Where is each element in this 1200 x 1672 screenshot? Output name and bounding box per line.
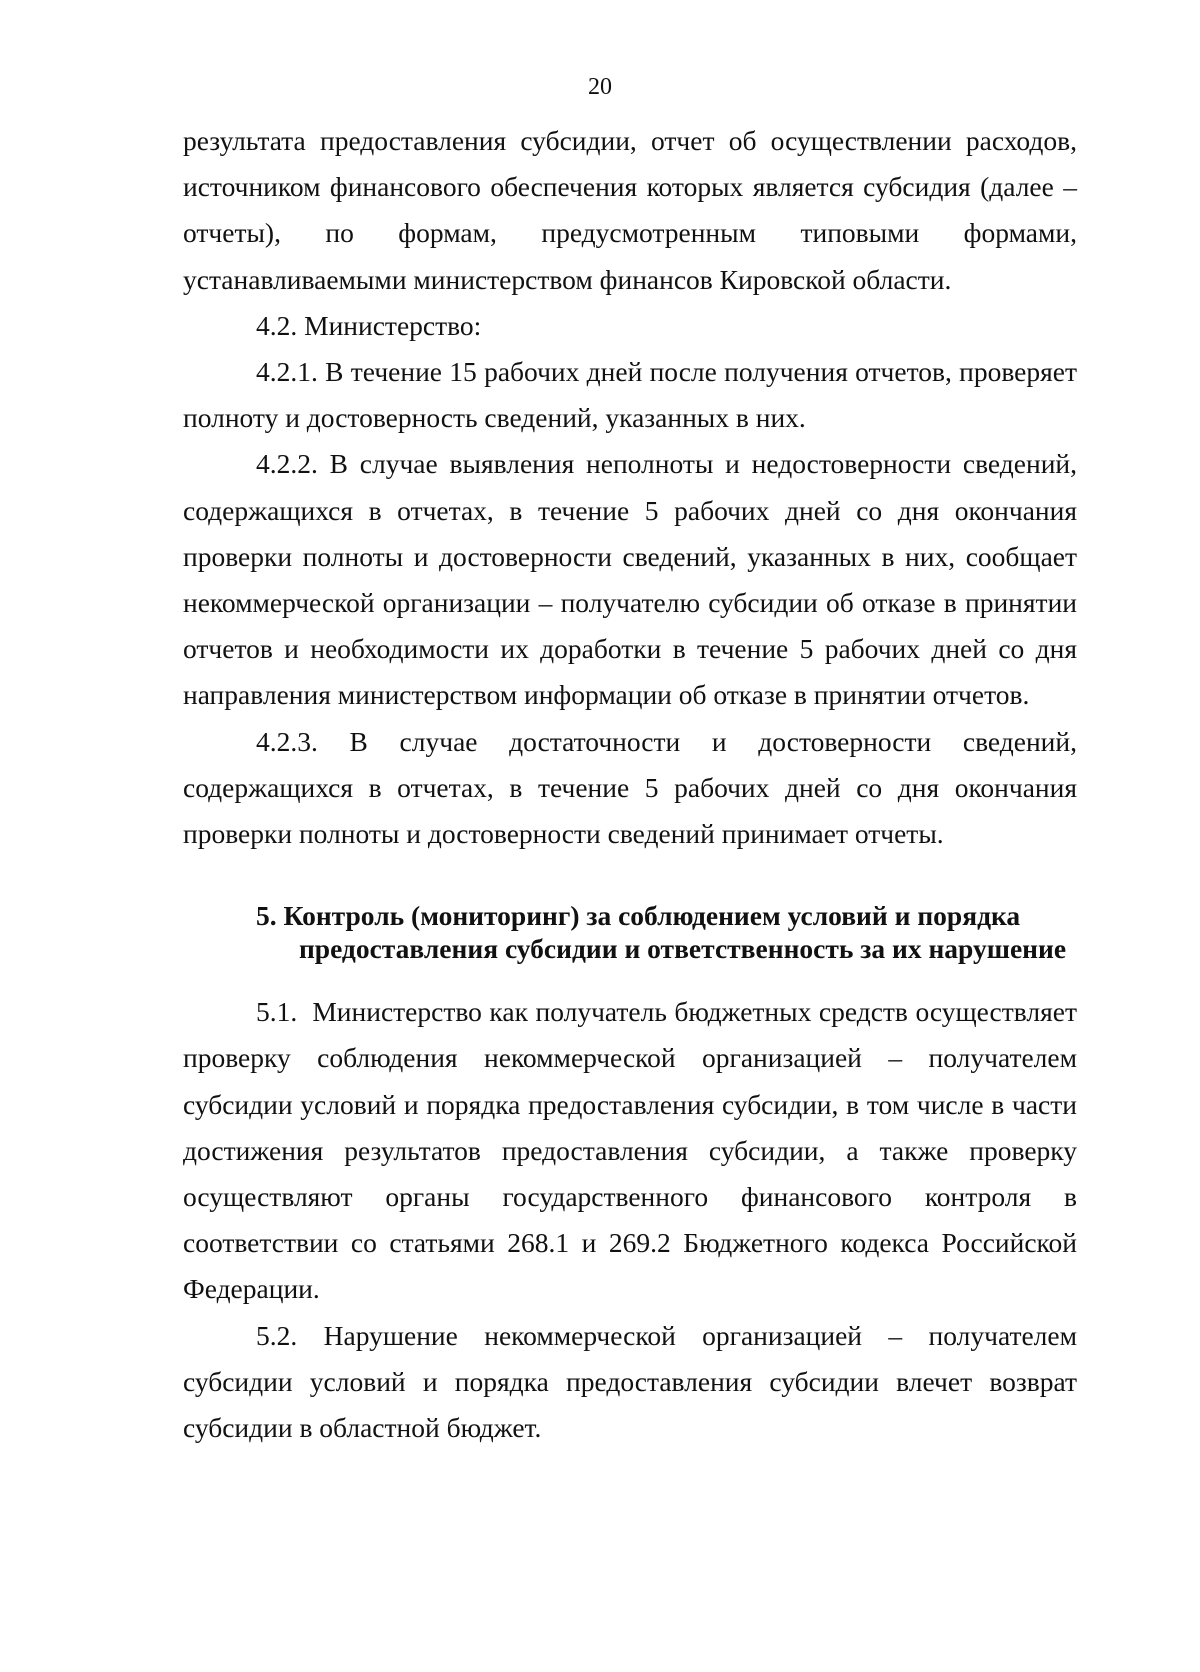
page-number: 20 [588, 74, 612, 100]
section-5-heading-line2: предоставления субсидии и ответственность за их нарушение [298, 933, 1067, 965]
paragraph-4-2: 4.2. Министерство: [256, 309, 482, 341]
paragraph-continuation: результата предоставления субсидии, отчет об осуществлении расходов, источником финансового обеспечения которых является субсидия (далее – отчеты), по формам, предусмотренным типовыми формами, устанавливаемыми министерством финансов Кировской области. [183, 125, 1077, 295]
paragraph-4-2-3: 4.2.3. В случае достаточности и достоверности сведений, содержащихся в отчетах, в течение 5 рабочих дней со дня окончания проверки полноты и достоверности сведений принимает отчеты. [183, 725, 1077, 850]
paragraph-5-2: 5.2. Нарушение некоммерческой организацией – получателем субсидии условий и порядка предоставления субсидии влечет возврат субсидии в областной бюджет. [183, 1319, 1077, 1444]
section-5-heading [183, 899, 1077, 965]
paragraph-5-1: 5.1. Министерство как получатель бюджетных средств осуществляет проверку соблюдения некоммерческой организацией – получателем субсидии условий и порядка предоставления субсидии, в том числе в части достижения результатов предоставления субсидии, а также проверку осуществляют органы государственного финансового контроля в соответствии со статьями 268.1 и 269.2 Бюджетного кодекса Российской Федерации. [183, 996, 1084, 1305]
paragraph-4-2-1: 4.2.1. В течение 15 рабочих дней после получения отчетов, проверяет полноту и достоверность сведений, указанных в них. [183, 356, 1077, 434]
section-5-heading-line1: 5. Контроль (мониторинг) за соблюдением условий и порядка [256, 900, 1021, 932]
document-body [183, 118, 1084, 1451]
paragraph-4-2-2: 4.2.2. В случае выявления неполноты и недостоверности сведений, содержащихся в отчетах, в течение 5 рабочих дней со дня окончания проверки полноты и достоверности сведений, указанных в них, сообщает некоммерческой организации – получателю субсидии об отказе в принятии отчетов и необходимости их доработки в течение 5 рабочих дней со дня направления министерством информации об отказе в принятии отчетов. [183, 448, 1077, 711]
